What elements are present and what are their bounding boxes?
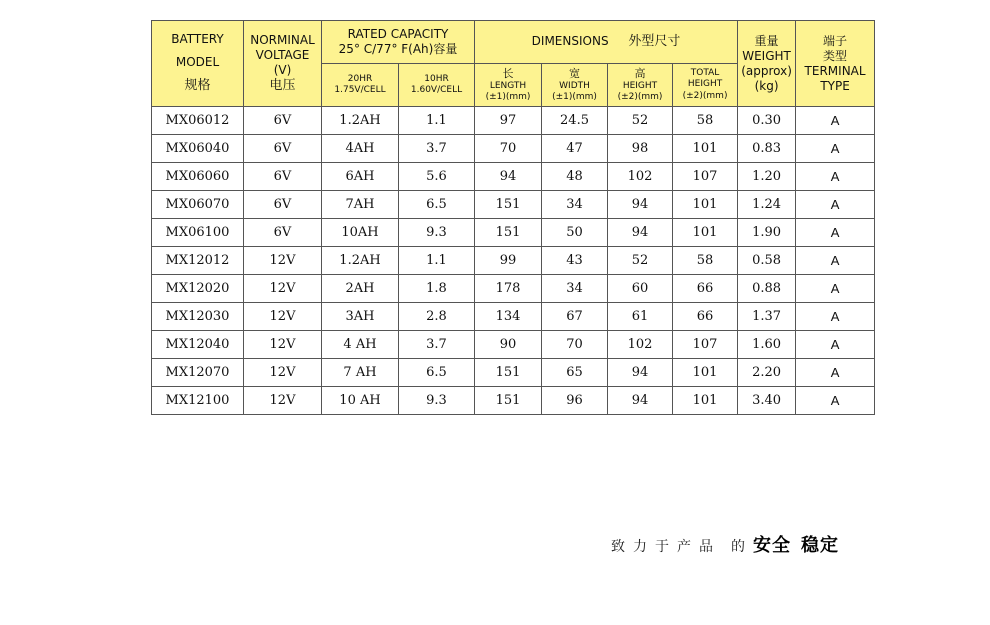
cell-height: 94 bbox=[608, 359, 673, 387]
cell-length: 178 bbox=[475, 275, 542, 303]
cell-capacity-20hr: 2AH bbox=[322, 275, 399, 303]
cell-model: MX12012 bbox=[152, 247, 244, 275]
cell-capacity-10hr: 3.7 bbox=[399, 331, 475, 359]
cell-width: 24.5 bbox=[542, 107, 608, 135]
cell-capacity-20hr: 4 AH bbox=[322, 331, 399, 359]
cell-total-height: 58 bbox=[673, 107, 738, 135]
cell-weight: 2.20 bbox=[738, 359, 796, 387]
cell-total-height: 66 bbox=[673, 275, 738, 303]
cell-length: 151 bbox=[475, 219, 542, 247]
header-terminal-type: 端子 类型 TERMINAL TYPE bbox=[796, 21, 875, 107]
cell-total-height: 58 bbox=[673, 247, 738, 275]
cell-voltage: 12V bbox=[244, 387, 322, 415]
cell-length: 97 bbox=[475, 107, 542, 135]
cell-model: MX06070 bbox=[152, 191, 244, 219]
cell-capacity-20hr: 10AH bbox=[322, 219, 399, 247]
table-row bbox=[152, 163, 875, 191]
cell-length: 70 bbox=[475, 135, 542, 163]
cell-voltage: 12V bbox=[244, 275, 322, 303]
cell-weight: 0.30 bbox=[738, 107, 796, 135]
header-weight: 重量 WEIGHT (approx) (kg) bbox=[738, 21, 796, 107]
slogan-anquan: 安全 bbox=[753, 535, 791, 556]
cell-total-height: 66 bbox=[673, 303, 738, 331]
cell-weight: 1.90 bbox=[738, 219, 796, 247]
table-row bbox=[152, 359, 875, 387]
cell-total-height: 107 bbox=[673, 331, 738, 359]
table-row bbox=[152, 387, 875, 415]
cell-total-height: 101 bbox=[673, 359, 738, 387]
cell-capacity-10hr: 3.7 bbox=[399, 135, 475, 163]
cell-width: 96 bbox=[542, 387, 608, 415]
cell-weight: 1.60 bbox=[738, 331, 796, 359]
table-row bbox=[152, 275, 875, 303]
cell-voltage: 12V bbox=[244, 331, 322, 359]
cell-model: MX06100 bbox=[152, 219, 244, 247]
cell-terminal-type: A bbox=[796, 107, 875, 135]
cell-length: 151 bbox=[475, 387, 542, 415]
cell-model: MX06040 bbox=[152, 135, 244, 163]
cell-capacity-10hr: 9.3 bbox=[399, 387, 475, 415]
cell-terminal-type: A bbox=[796, 163, 875, 191]
cell-model: MX06012 bbox=[152, 107, 244, 135]
table-body bbox=[152, 107, 875, 415]
header-rated-capacity: RATED CAPACITY 25° C/77° F(Ah)容量 bbox=[322, 21, 475, 64]
cell-length: 94 bbox=[475, 163, 542, 191]
cell-model: MX12040 bbox=[152, 331, 244, 359]
slogan-de: 的 bbox=[731, 539, 753, 555]
cell-total-height: 101 bbox=[673, 219, 738, 247]
cell-length: 99 bbox=[475, 247, 542, 275]
cell-height: 60 bbox=[608, 275, 673, 303]
cell-width: 65 bbox=[542, 359, 608, 387]
cell-voltage: 6V bbox=[244, 191, 322, 219]
cell-capacity-20hr: 1.2AH bbox=[322, 107, 399, 135]
cell-capacity-20hr: 7 AH bbox=[322, 359, 399, 387]
cell-capacity-20hr: 6AH bbox=[322, 163, 399, 191]
cell-terminal-type: A bbox=[796, 191, 875, 219]
table-row bbox=[152, 191, 875, 219]
cell-height: 102 bbox=[608, 163, 673, 191]
cell-height: 94 bbox=[608, 219, 673, 247]
cell-width: 43 bbox=[542, 247, 608, 275]
cell-terminal-type: A bbox=[796, 135, 875, 163]
header-total-height: TOTAL HEIGHT (±2)(mm) bbox=[673, 64, 738, 107]
cell-capacity-10hr: 5.6 bbox=[399, 163, 475, 191]
cell-capacity-20hr: 3AH bbox=[322, 303, 399, 331]
cell-length: 151 bbox=[475, 359, 542, 387]
header-battery-model: BATTERY MODEL 规格 bbox=[152, 21, 244, 107]
cell-capacity-10hr: 2.8 bbox=[399, 303, 475, 331]
cell-capacity-20hr: 4AH bbox=[322, 135, 399, 163]
cell-width: 48 bbox=[542, 163, 608, 191]
cell-total-height: 101 bbox=[673, 135, 738, 163]
cell-width: 34 bbox=[542, 191, 608, 219]
table-row bbox=[152, 331, 875, 359]
cell-capacity-10hr: 6.5 bbox=[399, 191, 475, 219]
cell-capacity-20hr: 1.2AH bbox=[322, 247, 399, 275]
slogan-wending: 稳定 bbox=[801, 535, 839, 556]
table-row bbox=[152, 247, 875, 275]
cell-voltage: 12V bbox=[244, 303, 322, 331]
cell-voltage: 6V bbox=[244, 219, 322, 247]
cell-width: 50 bbox=[542, 219, 608, 247]
cell-length: 151 bbox=[475, 191, 542, 219]
header-width: 宽 WIDTH (±1)(mm) bbox=[542, 64, 608, 107]
cell-terminal-type: A bbox=[796, 275, 875, 303]
cell-weight: 0.58 bbox=[738, 247, 796, 275]
table-row bbox=[152, 135, 875, 163]
cell-capacity-10hr: 1.1 bbox=[399, 247, 475, 275]
cell-width: 67 bbox=[542, 303, 608, 331]
cell-terminal-type: A bbox=[796, 303, 875, 331]
cell-terminal-type: A bbox=[796, 219, 875, 247]
cell-weight: 3.40 bbox=[738, 387, 796, 415]
cell-capacity-10hr: 1.8 bbox=[399, 275, 475, 303]
cell-total-height: 101 bbox=[673, 191, 738, 219]
cell-model: MX12070 bbox=[152, 359, 244, 387]
cell-weight: 0.83 bbox=[738, 135, 796, 163]
cell-weight: 1.37 bbox=[738, 303, 796, 331]
cell-capacity-10hr: 1.1 bbox=[399, 107, 475, 135]
cell-capacity-10hr: 9.3 bbox=[399, 219, 475, 247]
cell-weight: 0.88 bbox=[738, 275, 796, 303]
cell-height: 52 bbox=[608, 107, 673, 135]
header-cap-20hr: 20HR 1.75V/CELL bbox=[322, 64, 399, 107]
header-cap-10hr: 10HR 1.60V/CELL bbox=[399, 64, 475, 107]
cell-terminal-type: A bbox=[796, 247, 875, 275]
cell-terminal-type: A bbox=[796, 359, 875, 387]
table-row bbox=[152, 107, 875, 135]
battery-spec-table bbox=[151, 20, 875, 415]
cell-total-height: 107 bbox=[673, 163, 738, 191]
header-height: 高 HEIGHT (±2)(mm) bbox=[608, 64, 673, 107]
header-nominal-voltage: NORMINAL VOLTAGE (V) 电压 bbox=[244, 21, 322, 107]
table-row bbox=[152, 303, 875, 331]
cell-height: 52 bbox=[608, 247, 673, 275]
cell-model: MX12020 bbox=[152, 275, 244, 303]
cell-length: 134 bbox=[475, 303, 542, 331]
cell-weight: 1.24 bbox=[738, 191, 796, 219]
cell-height: 102 bbox=[608, 331, 673, 359]
header-dimensions: DIMENSIONS 外型尺寸 bbox=[475, 21, 738, 64]
cell-voltage: 12V bbox=[244, 247, 322, 275]
cell-height: 98 bbox=[608, 135, 673, 163]
cell-width: 47 bbox=[542, 135, 608, 163]
cell-capacity-20hr: 7AH bbox=[322, 191, 399, 219]
cell-width: 70 bbox=[542, 331, 608, 359]
cell-voltage: 12V bbox=[244, 359, 322, 387]
cell-voltage: 6V bbox=[244, 135, 322, 163]
header-length: 长 LENGTH (±1)(mm) bbox=[475, 64, 542, 107]
cell-voltage: 6V bbox=[244, 163, 322, 191]
cell-weight: 1.20 bbox=[738, 163, 796, 191]
cell-model: MX12030 bbox=[152, 303, 244, 331]
cell-length: 90 bbox=[475, 331, 542, 359]
cell-terminal-type: A bbox=[796, 331, 875, 359]
cell-model: MX06060 bbox=[152, 163, 244, 191]
cell-voltage: 6V bbox=[244, 107, 322, 135]
table-row bbox=[152, 219, 875, 247]
cell-width: 34 bbox=[542, 275, 608, 303]
slogan-light: 致力于产品 bbox=[611, 539, 721, 555]
slogan bbox=[611, 531, 839, 557]
cell-capacity-20hr: 10 AH bbox=[322, 387, 399, 415]
cell-height: 94 bbox=[608, 387, 673, 415]
cell-terminal-type: A bbox=[796, 387, 875, 415]
cell-height: 61 bbox=[608, 303, 673, 331]
cell-height: 94 bbox=[608, 191, 673, 219]
cell-capacity-10hr: 6.5 bbox=[399, 359, 475, 387]
cell-total-height: 101 bbox=[673, 387, 738, 415]
cell-model: MX12100 bbox=[152, 387, 244, 415]
